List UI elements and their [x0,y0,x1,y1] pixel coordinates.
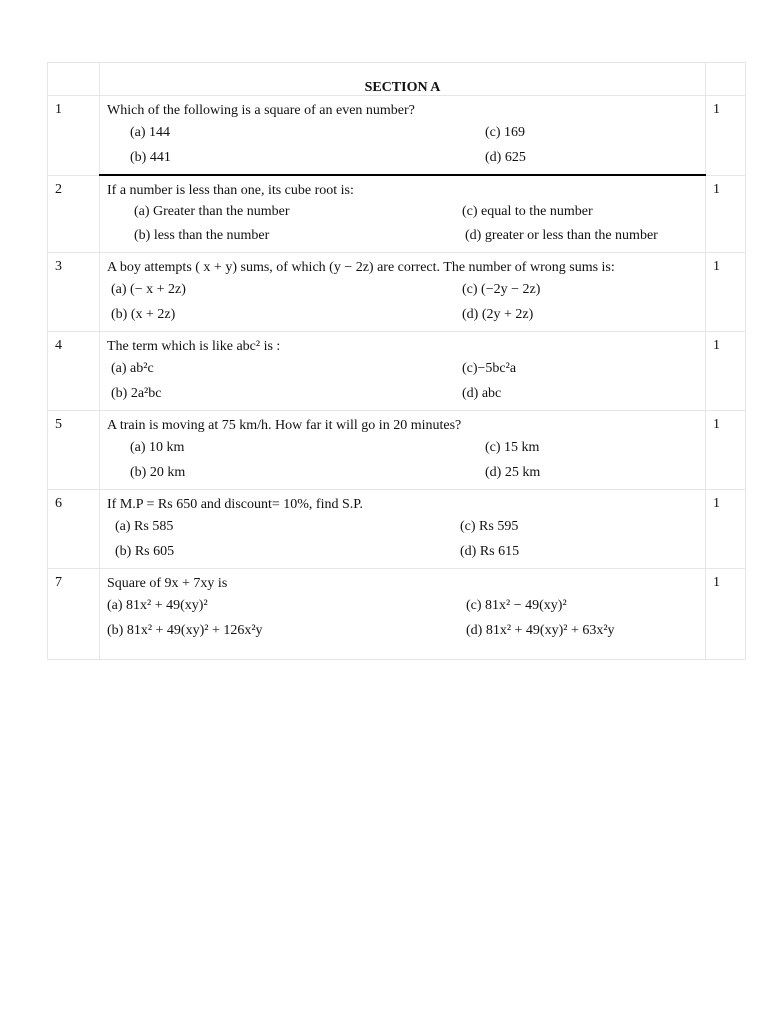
options [107,120,705,170]
option-b: (b) 441 [130,150,171,165]
option-d: (d) 25 km [485,465,541,480]
question-body [100,569,706,660]
option-a: (a) 81x² + 49(xy)² [107,598,208,613]
option-c: (c) 15 km [485,440,540,455]
option-b: (b) 2a²bc [111,386,162,401]
question-marks: 1 [706,96,746,176]
question-row-3 [48,253,746,332]
question-text: If M.P = Rs 650 and discount= 10%, find S.P. [107,497,364,512]
question-row-1 [48,96,746,176]
option-d: (d) abc [462,386,502,401]
question-number: 1 [48,96,100,176]
option-d: (d) (2y + 2z) [462,307,534,322]
option-d: (d) Rs 615 [460,544,520,559]
option-b: (b) 81x² + 49(xy)² + 126x²y [107,623,263,638]
question-number: 7 [48,569,100,660]
question-body [100,411,706,490]
question-number: 5 [48,411,100,490]
question-row-6 [48,490,746,569]
question-row-5 [48,411,746,490]
options [107,277,705,327]
options [107,593,705,643]
question-marks: 1 [706,253,746,332]
question-row-2 [48,175,746,253]
option-a: (a) (− x + 2z) [111,282,186,297]
question-number: 3 [48,253,100,332]
question-sheet [47,62,745,660]
question-table [47,62,746,660]
question-number: 6 [48,490,100,569]
options [107,435,705,485]
question-marks: 1 [706,175,746,253]
option-a: (a) 144 [130,125,171,140]
question-body [100,175,706,253]
option-a: (a) Greater than the number [134,204,290,219]
header-mark-cell [706,63,746,96]
option-c: (c) Rs 595 [460,519,519,534]
options [107,200,705,248]
question-body [100,96,706,176]
section-header-row [48,63,746,96]
question-marks: 1 [706,332,746,411]
option-c: (c)−5bc²a [462,361,517,376]
option-d: (d) 625 [485,150,526,165]
question-body [100,490,706,569]
question-text: The term which is like abc² is : [107,339,281,354]
section-title: SECTION A [364,80,441,95]
question-text: If a number is less than one, its cube root is: [107,183,354,198]
question-text: A boy attempts ( x + y) sums, of which (y − 2z) are correct. The number of wrong sums is: [107,260,615,275]
option-b: (b) 20 km [130,465,186,480]
question-row-7 [48,569,746,660]
question-body [100,253,706,332]
options [107,514,705,564]
question-number: 2 [48,175,100,253]
question-number: 4 [48,332,100,411]
options [107,356,705,406]
question-row-4 [48,332,746,411]
option-b: (b) Rs 605 [115,544,175,559]
option-c: (c) 81x² − 49(xy)² [466,598,567,613]
question-text: Square of 9x + 7xy is [107,576,228,591]
question-text: A train is moving at 75 km/h. How far it will go in 20 minutes? [107,418,462,433]
option-a: (a) Rs 585 [115,519,174,534]
question-body [100,332,706,411]
option-d: (d) greater or less than the number [465,228,658,243]
question-marks: 1 [706,569,746,660]
question-marks: 1 [706,411,746,490]
option-c: (c) 169 [485,125,526,140]
option-d: (d) 81x² + 49(xy)² + 63x²y [466,623,615,638]
header-no-cell [48,63,100,96]
option-a: (a) 10 km [130,440,185,455]
question-marks: 1 [706,490,746,569]
option-c: (c) (−2y − 2z) [462,282,541,297]
question-text: Which of the following is a square of an even number? [107,103,415,118]
option-a: (a) ab²c [111,361,154,376]
option-b: (b) (x + 2z) [111,307,176,322]
header-body-cell [100,63,706,96]
option-c: (c) equal to the number [462,204,593,219]
option-b: (b) less than the number [134,228,270,243]
